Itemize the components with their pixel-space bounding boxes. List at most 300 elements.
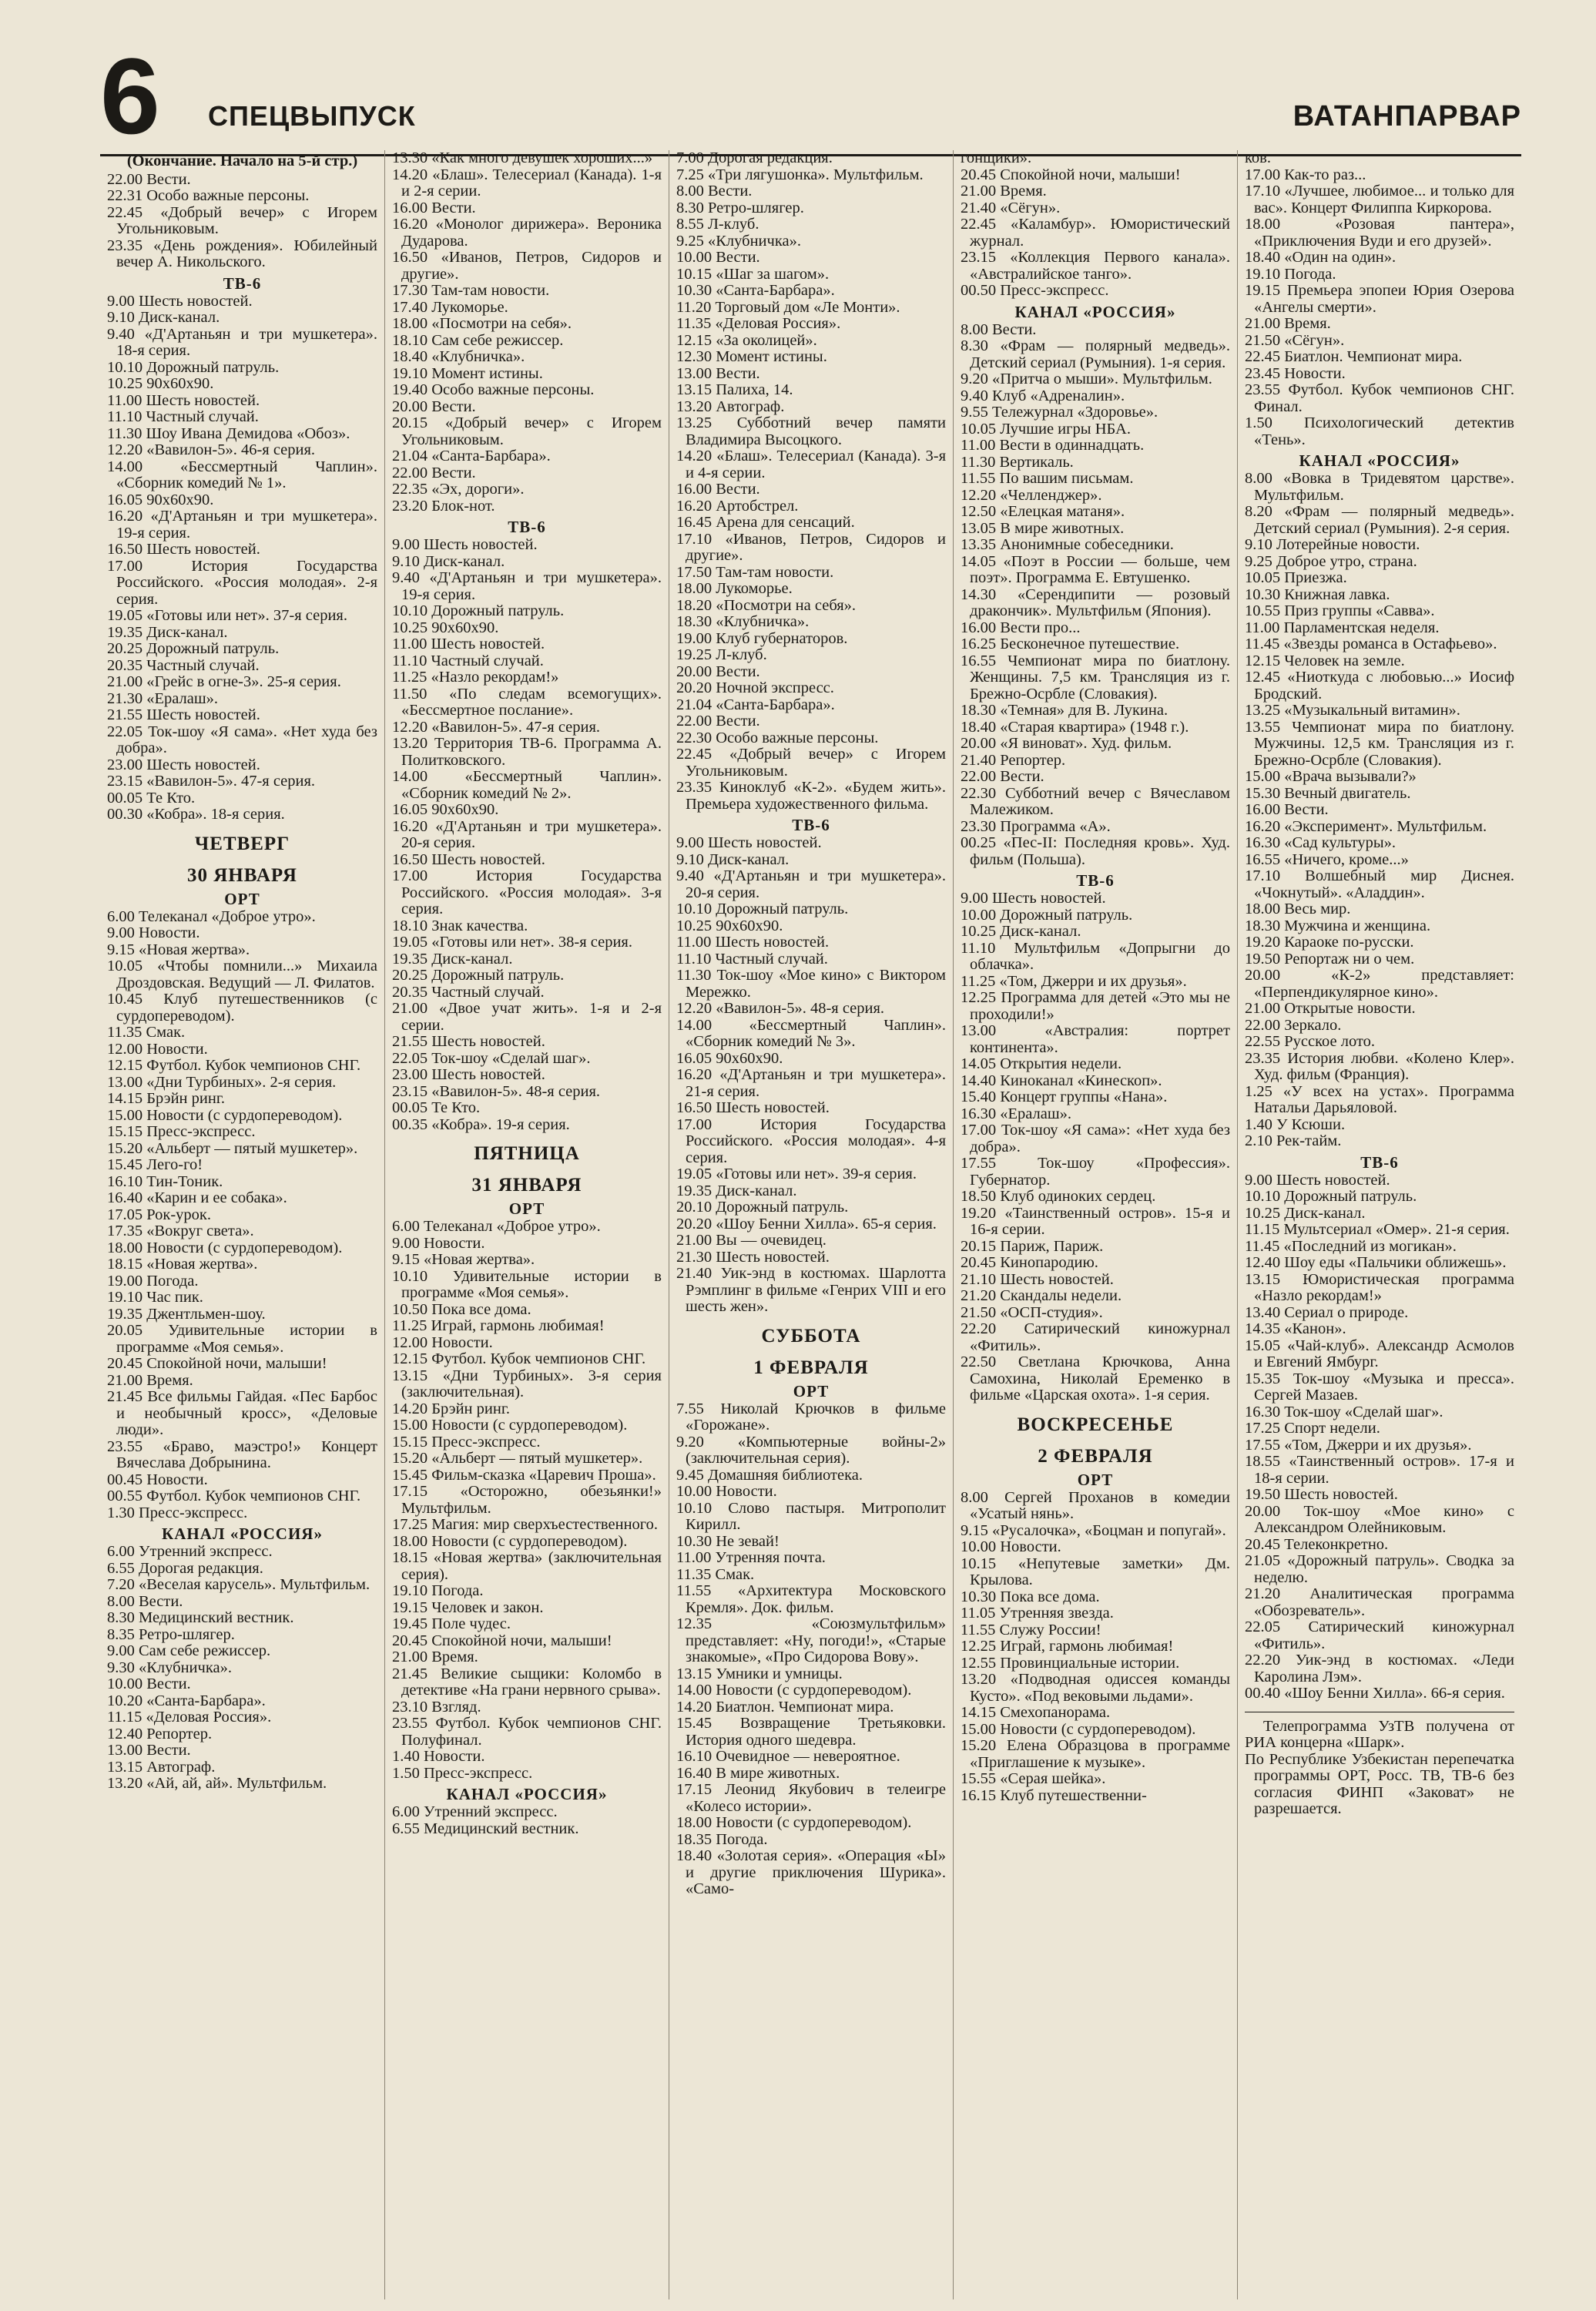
program-listing: 21.45 Все фильмы Гайдая. «Пес Барбос и необычный кросс», «Деловые люди».: [107, 1388, 377, 1438]
program-listing: 21.40 Уик-энд в костюмах. Шарлотта Рэмплинг в фильме «Генрих VIII и его шесть жен».: [676, 1265, 946, 1315]
program-listing: 11.35 Смак.: [107, 1024, 186, 1041]
program-listing: 17.40 Лукоморье.: [392, 298, 508, 316]
program-listing: 21.00 «Грейс в огне-3». 25-я серия.: [107, 673, 341, 690]
channel-heading: ОРТ: [793, 1381, 830, 1400]
program-listing: 23.30 Программа «А».: [961, 817, 1111, 835]
program-listing: 23.55 Футбол. Кубок чемпионов СНГ. Полуфинал.: [392, 1715, 662, 1749]
program-listing: 15.45 Лего-го!: [107, 1156, 203, 1173]
program-listing: 22.00 Вести.: [392, 464, 476, 481]
program-listing: 9.00 Шесть новостей.: [676, 834, 822, 851]
program-listing: 11.55 Служу России!: [961, 1621, 1101, 1638]
program-listing: 16.05 90x60x90.: [107, 491, 214, 508]
program-listing: 19.20 «Таинственный остров». 15-я и 16-я серии.: [961, 1204, 1230, 1238]
channel-heading: КАНАЛ «РОССИЯ»: [446, 1785, 608, 1803]
program-listing: 13.00 «Дни Турбиных». 2-я серия.: [107, 1073, 337, 1091]
program-listing: 23.55 Футбол. Кубок чемпионов СНГ. Финал.: [1245, 381, 1514, 415]
program-listing: 10.00 Вести.: [676, 249, 760, 266]
program-listing: 00.05 Те Кто.: [392, 1099, 481, 1116]
program-listing: 10.25 90x60x90.: [676, 917, 783, 934]
program-listing: 23.35 История любви. «Колено Клер». Худ. фильм (Франция).: [1245, 1049, 1514, 1083]
program-listing: 12.15 «За околицей».: [676, 331, 817, 349]
program-listing: 19.10 Момент истины.: [392, 364, 543, 382]
program-listing: 19.10 Погода.: [1245, 265, 1336, 283]
program-listing: 15.15 Пресс-экспресс.: [107, 1123, 256, 1140]
program-listing: 12.15 Футбол. Кубок чемпионов СНГ.: [392, 1350, 646, 1367]
program-listing: 11.00 Шесть новостей.: [676, 934, 830, 951]
program-listing: 15.20 «Альберт — пятый мушкетер».: [107, 1139, 358, 1157]
program-listing: 21.00 «Двое учат жить». 1-я и 2-я серии.: [392, 1000, 662, 1034]
program-listing: 16.00 Вести.: [392, 199, 476, 216]
program-listing: 14.40 Киноканал «Кинескоп».: [961, 1072, 1162, 1089]
column-2: [384, 150, 669, 2299]
program-listing: 11.45 «Последний из могикан».: [1245, 1237, 1457, 1255]
program-listing: 8.00 Вести.: [107, 1592, 183, 1610]
program-listing: 19.50 Шесть новостей.: [1245, 1486, 1398, 1503]
program-listing: 15.35 Ток-шоу «Музыка и пресса». Сергей Мазаев.: [1245, 1370, 1514, 1404]
program-listing: 00.40 «Шоу Бенни Хилла». 66-я серия.: [1245, 1685, 1505, 1702]
program-listing: 12.00 Новости.: [107, 1040, 208, 1058]
program-listing: 6.00 Утренний экспресс.: [107, 1543, 273, 1560]
program-listing: 20.05 Удивительные истории в программе «Моя семья».: [107, 1322, 377, 1356]
program-listing: 16.55 Чемпионат мира по биатлону. Женщины. 7,5 км. Трансляция из г. Брежно-Осрбле (Словакия).: [961, 652, 1230, 703]
program-listing: 00.55 Футбол. Кубок чемпионов СНГ.: [107, 1488, 361, 1504]
program-listing: 23.35 «День рождения». Юбилейный вечер А. Никольского.: [107, 236, 377, 270]
day-heading: 2 ФЕВРАЛЯ: [1038, 1445, 1153, 1467]
program-listing: гонщики».: [961, 150, 1032, 166]
program-listing: 12.55 Провинциальные истории.: [961, 1654, 1180, 1672]
program-listing: 18.40 «Клубничка».: [392, 348, 525, 365]
page-number: 6: [100, 35, 160, 156]
program-listing: 9.10 Диск-канал.: [392, 552, 505, 570]
program-listing: 23.35 Киноклуб «К-2». «Будем жить». Премьера художественного фильма.: [676, 779, 946, 813]
program-listing: 18.15 «Новая жертва».: [107, 1256, 258, 1273]
program-listing: 18.00 Новости (с сурдопереводом).: [392, 1532, 628, 1550]
program-listing: 15.05 «Чай-клуб». Александр Асмолов и Евгений Ямбург.: [1245, 1337, 1514, 1370]
program-listing: 8.00 «Вовка в Тридевятом царстве». Мультфильм.: [1245, 470, 1514, 504]
program-listing: 19.20 Караоке по-русски.: [1245, 934, 1414, 951]
program-listing: 7.25 «Три лягушонка». Мультфильм.: [676, 166, 924, 183]
program-listing: 10.00 Новости.: [961, 1538, 1061, 1555]
program-listing: 20.00 «Я виноват». Худ. фильм.: [961, 735, 1172, 752]
program-listing: 9.15 «Русалочка», «Боцман и попугай».: [961, 1521, 1226, 1539]
program-listing: 20.25 Дорожный патруль.: [392, 967, 565, 984]
program-listing: 9.00 Шесть новостей.: [392, 536, 538, 553]
program-listing: 19.00 Погода.: [107, 1272, 199, 1290]
program-listing: 21.50 «Сёгун».: [1245, 331, 1345, 349]
program-listing: 9.10 Лотерейные новости.: [1245, 536, 1420, 553]
program-listing: 13.40 Сериал о природе.: [1245, 1303, 1409, 1321]
program-listing: 11.25 «Назло рекордам!»: [392, 669, 559, 686]
program-listing: 20.25 Дорожный патруль.: [107, 640, 280, 657]
program-listing: 23.00 Шесть новостей.: [392, 1066, 545, 1083]
day-heading: 31 ЯНВАРЯ: [471, 1175, 582, 1196]
program-listing: 12.45 «Ниоткуда с любовью...» Иосиф Бродский.: [1245, 669, 1514, 703]
program-listing: 18.40 «Старая квартира» (1948 г.).: [961, 718, 1189, 736]
program-listing: 13.25 Субботний вечер памяти Владимира Высоцкого.: [676, 414, 946, 448]
program-listing: 21.00 Время.: [392, 1649, 478, 1665]
program-listing: 11.25 Играй, гармонь любимая!: [392, 1317, 605, 1334]
program-listing: 14.15 Смехопанорама.: [961, 1704, 1111, 1721]
program-listing: 15.40 Концерт группы «Нана».: [961, 1088, 1168, 1105]
program-listing: 16.20 «Д'Артаньян и три мушкетера». 21-я серия.: [676, 1066, 946, 1100]
program-listing: 10.25 Диск-канал.: [961, 923, 1081, 940]
program-listing: 21.00 Время.: [1245, 315, 1331, 332]
program-listing: 19.00 Клуб губернаторов.: [676, 629, 848, 647]
program-listing: 9.20 «Компьютерные войны-2» (заключительная серия).: [676, 1433, 946, 1467]
program-listing: 16.20 «Д'Артаньян и три мушкетера». 20-я серия.: [392, 817, 662, 851]
program-listing: 15.00 Новости (с сурдопереводом).: [392, 1417, 628, 1434]
program-listing: 20.35 Частный случай.: [107, 656, 260, 674]
program-listing: 10.00 Вести.: [107, 1675, 191, 1692]
program-listing: 22.30 Субботний вечер с Вячеславом Малежиком.: [961, 784, 1230, 818]
program-listing: 10.10 Дорожный патруль.: [1245, 1188, 1417, 1205]
program-listing: 19.50 Репортаж ни о чем.: [1245, 950, 1415, 968]
program-listing: 16.00 Вести.: [676, 481, 760, 498]
program-listing: 11.00 Утренняя почта.: [676, 1549, 826, 1566]
program-listing: 11.10 Мультфильм «Допрыгни до облачка».: [961, 939, 1230, 973]
program-listing: 20.35 Частный случай.: [392, 983, 545, 1001]
program-listing: 10.15 «Шаг за шагом».: [676, 265, 830, 283]
program-listing: 16.50 «Иванов, Петров, Сидоров и другие».: [392, 249, 662, 283]
program-listing: 12.25 Играй, гармонь любимая!: [961, 1638, 1174, 1655]
program-listing: 20.45 Кинопародию.: [961, 1254, 1098, 1271]
column-1: [100, 150, 384, 2299]
program-listing: 14.05 «Поэт в России — больше, чем поэт». Программа Е. Евтушенко.: [961, 552, 1230, 586]
program-listing: 22.20 Сатирический киножурнал «Фитиль».: [961, 1320, 1230, 1354]
program-listing: 14.00 Новости (с сурдопереводом).: [676, 1682, 912, 1699]
channel-heading: ОРТ: [1077, 1470, 1114, 1489]
program-listing: 11.00 Шесть новостей.: [392, 636, 545, 652]
program-listing: 11.35 Смак.: [676, 1565, 755, 1583]
program-listing: 12.15 Человек на земле.: [1245, 652, 1405, 669]
program-listing: 19.05 «Готовы или нет». 38-я серия.: [392, 934, 632, 951]
program-listing: 16.25 Бесконечное путешествие.: [961, 636, 1180, 652]
program-listing: 17.00 История Государства Российского. «Россия молодая». 3-я серия.: [392, 867, 662, 917]
program-listing: 10.10 Дорожный патруль.: [676, 901, 849, 917]
program-listing: 1.50 Психологический детектив «Тень».: [1245, 414, 1514, 448]
program-listing: 19.10 Час пик.: [107, 1289, 203, 1306]
day-heading: ЧЕТВЕРГ: [194, 833, 290, 854]
program-listing: 19.35 Диск-канал.: [107, 623, 228, 641]
program-listing: 18.00 Новости (с сурдопереводом).: [107, 1239, 343, 1256]
program-listing: 6.00 Утренний экспресс.: [392, 1803, 558, 1820]
program-listing: 10.30 Не зевай!: [676, 1532, 780, 1550]
program-listing: 16.15 Клуб путешественни-: [961, 1786, 1147, 1804]
program-listing: 20.00 Вести.: [392, 397, 476, 415]
program-listing: 13.20 Автограф.: [676, 397, 785, 415]
program-listing: 16.50 Шесть новостей.: [392, 850, 545, 868]
program-listing: 17.35 «Вокруг света».: [107, 1223, 254, 1239]
program-listing: 20.00 «К-2» представляет: «Перпендикулярное кино».: [1245, 967, 1514, 1001]
program-listing: 19.35 Диск-канал.: [392, 950, 513, 968]
program-listing: 17.25 Магия: мир сверхъестественного.: [392, 1516, 659, 1533]
program-listing: 12.15 Футбол. Кубок чемпионов СНГ.: [107, 1057, 361, 1074]
program-listing: 13.15 Юмористическая программа «Назло рекордам!»: [1245, 1270, 1514, 1304]
program-listing: 18.10 Сам себе режиссер.: [392, 331, 564, 349]
program-listing: 19.05 «Готовы или нет». 37-я серия.: [107, 607, 347, 624]
program-listing: 10.10 Удивительные истории в программе «Моя семья».: [392, 1267, 662, 1301]
program-listing: 21.20 Скандалы недели.: [961, 1287, 1122, 1304]
program-listing: 21.00 Время.: [107, 1371, 193, 1389]
program-listing: 13.55 Чемпионат мира по биатлону. Мужчины. 12,5 км. Трансляция из г. Брежно-Осрбле (Словакия).: [1245, 718, 1514, 769]
program-listing: 22.00 Вести.: [107, 170, 191, 188]
program-listing: 17.30 Там-там новости.: [392, 282, 550, 299]
program-listing: 13.20 «Подводная одиссея команды Кусто». «Под вековыми льдами».: [961, 1671, 1230, 1705]
program-listing: 12.40 Шоу еды «Пальчики оближешь».: [1245, 1254, 1507, 1271]
program-listing: 8.55 Л-клуб.: [676, 216, 759, 233]
program-listing: 13.15 Автограф.: [107, 1758, 216, 1776]
channel-heading: ОРТ: [508, 1199, 545, 1218]
program-listing: 10.30 Книжная лавка.: [1245, 585, 1390, 603]
channel-heading: ОРТ: [224, 889, 260, 908]
program-listing: 8.30 «Фрам — полярный медведь». Детский сериал (Румыния). 1-я серия.: [961, 337, 1230, 371]
program-listing: 18.00 Весь мир.: [1245, 901, 1351, 917]
day-heading: 30 ЯНВАРЯ: [187, 864, 297, 886]
program-listing: 16.40 «Карин и ее собака».: [107, 1189, 287, 1206]
program-listing: 16.20 «Эксперимент». Мультфильм.: [1245, 817, 1487, 835]
channel-heading: КАНАЛ «РОССИЯ»: [1299, 451, 1460, 470]
channel-heading: ТВ-6: [1076, 871, 1115, 890]
channel-heading: ТВ-6: [508, 518, 546, 536]
program-listing: 16.30 Ток-шоу «Сделай шаг».: [1245, 1403, 1443, 1420]
program-listing: 7.00 Дорогая редакция.: [676, 150, 833, 166]
program-listing: 19.35 Диск-канал.: [676, 1182, 797, 1199]
program-listing: 21.55 Шесть новостей.: [107, 706, 260, 723]
program-listing: 14.20 Брэйн ринг.: [392, 1400, 511, 1417]
program-listing: 22.05 Ток-шоу «Я сама». «Нет худа без добра».: [107, 723, 377, 756]
program-listing: 17.00 Как-то раз...: [1245, 166, 1366, 183]
program-listing: 22.05 Ток-шоу «Сделай шаг».: [392, 1049, 591, 1067]
program-listing: 10.25 Диск-канал.: [1245, 1204, 1366, 1222]
program-listing: 20.15 «Добрый вечер» с Игорем Угольниковым.: [392, 414, 662, 448]
program-listing: 16.30 «Ералаш».: [961, 1105, 1072, 1122]
program-listing: 00.30 «Кобра». 18-я серия.: [107, 806, 285, 823]
program-listing: 11.00 Парламентская неделя.: [1245, 619, 1440, 636]
program-listing: 19.35 Джентльмен-шоу.: [107, 1305, 266, 1323]
program-listing: 22.05 Сатирический киножурнал «Фитиль».: [1245, 1618, 1514, 1652]
program-listing: 19.45 Поле чудес.: [392, 1615, 511, 1632]
column-3: [669, 150, 953, 2299]
program-listing: 17.10 «Лучшее, любимое... и только для вас». Концерт Филиппа Киркорова.: [1245, 183, 1514, 216]
program-listing: 9.40 «Д'Артаньян и три мушкетера». 20-я серия.: [676, 867, 946, 901]
program-listing: 1.30 Пресс-экспресс.: [107, 1504, 248, 1521]
program-listing: 8.00 Сергей Проханов в комедии «Усатый нянь».: [961, 1488, 1230, 1522]
program-listing: 8.00 Вести.: [676, 183, 753, 200]
program-listing: 23.20 Блок-нот.: [392, 497, 495, 515]
program-listing: 1.25 «У всех на устах». Программа Натальи Дарьяловой.: [1245, 1082, 1514, 1116]
program-listing: 9.45 Домашняя библиотека.: [676, 1466, 863, 1484]
program-listing: 21.40 «Сёгун».: [961, 199, 1061, 216]
program-listing: 20.00 Ток-шоу «Мое кино» с Александром Олейниковым.: [1245, 1502, 1514, 1536]
program-listing: 21.55 Шесть новостей.: [392, 1033, 545, 1050]
program-listing: 18.30 «Клубничка».: [676, 613, 810, 630]
program-listing: 18.00 Лукоморье.: [676, 580, 793, 597]
program-listing: 21.04 «Санта-Барбара».: [392, 448, 551, 465]
program-listing: 11.30 Вертикаль.: [961, 453, 1074, 471]
channel-heading: ТВ-6: [223, 273, 262, 293]
program-listing: 13.25 «Музыкальный витамин».: [1245, 702, 1460, 719]
program-listing: 20.45 Спокойной ночи, малыши!: [107, 1355, 327, 1372]
program-listing: 22.20 Уик-энд в костюмах. «Леди Каролина Лэм».: [1245, 1652, 1514, 1685]
program-listing: 12.00 Новости.: [392, 1333, 493, 1351]
program-listing: 23.15 «Коллекция Первого канала». «Австралийское танго».: [961, 249, 1230, 283]
program-listing: 8.30 Медицинский вестник.: [107, 1609, 294, 1626]
program-listing: 15.00 Новости (с сурдопереводом).: [961, 1720, 1196, 1738]
program-listing: 15.45 Возвращение Третьяковки. История одного шедевра.: [676, 1715, 946, 1749]
program-listing: 16.10 Очевидное — невероятное.: [676, 1748, 900, 1765]
program-listing: 13.30 «Как много девушек хороших...»: [392, 150, 653, 166]
program-listing: 00.25 «Пес-II: Последняя кровь». Худ. фильм (Польша).: [961, 834, 1230, 868]
program-listing: 13.05 В мире животных.: [961, 519, 1125, 537]
program-listing: 16.00 Вести про...: [961, 619, 1081, 636]
program-listing: 11.30 Ток-шоу «Мое кино» с Виктором Мережко.: [676, 967, 946, 1001]
program-listing: 8.00 Вести.: [961, 320, 1037, 338]
program-listing: 8.35 Ретро-шлягер.: [107, 1625, 235, 1643]
program-listing: 17.00 История Государства Российского. «Россия молодая». 4-я серия.: [676, 1115, 946, 1166]
program-listing: 13.15 Умники и умницы.: [676, 1665, 843, 1682]
program-listing: 10.05 Приезжа.: [1245, 569, 1347, 586]
program-listing: 11.45 «Звезды романса в Остафьево».: [1245, 636, 1497, 652]
program-listing: 00.45 Новости.: [107, 1471, 208, 1488]
program-listing: 10.20 «Санта-Барбара».: [107, 1692, 266, 1709]
program-listing: 21.05 «Дорожный патруль». Сводка за неделю.: [1245, 1552, 1514, 1586]
program-listing: 10.05 Лучшие игры НБА.: [961, 420, 1131, 438]
channel-heading: КАНАЛ «РОССИЯ»: [162, 1524, 323, 1543]
program-listing: 10.00 Дорожный патруль.: [961, 906, 1133, 924]
program-listing: 6.00 Телеканал «Доброе утро».: [107, 907, 316, 925]
program-listing: 16.40 В мире животных.: [676, 1764, 840, 1782]
program-listing: 2.10 Рек-тайм.: [1245, 1132, 1342, 1149]
program-listing: 14.30 «Серендипити — розовый дракончик». Мультфильм (Япония).: [961, 585, 1230, 619]
program-listing: 18.00 «Розовая пантера», «Приключения Вуди и его друзей».: [1245, 216, 1514, 250]
program-listing: 15.00 «Врача вызывали?»: [1245, 768, 1417, 785]
program-listing: 19.25 Л-клуб.: [676, 646, 767, 663]
day-heading: ВОСКРЕСЕНЬЕ: [1017, 1414, 1174, 1435]
program-listing: 22.00 Вести.: [676, 713, 760, 730]
program-listing: 9.25 Доброе утро, страна.: [1245, 552, 1417, 570]
program-listing: 20.45 Спокойной ночи, малыши!: [392, 1632, 612, 1649]
program-listing: 00.35 «Кобра». 19-я серия.: [392, 1115, 570, 1133]
program-listing: 16.20 «Монолог дирижера». Вероника Дударова.: [392, 216, 662, 250]
program-listing: 19.15 Премьера эпопеи Юрия Озерова «Ангелы смерти».: [1245, 282, 1514, 316]
column-5: [1237, 150, 1521, 2299]
program-listing: 22.45 «Каламбур». Юмористический журнал.: [961, 216, 1230, 250]
program-listing: 21.50 «ОСП-студия».: [961, 1303, 1103, 1321]
program-listing: 23.15 «Вавилон-5». 47-я серия.: [107, 773, 316, 790]
program-listing: 19.10 Погода.: [392, 1582, 484, 1599]
program-listing: 9.10 Диск-канал.: [107, 309, 220, 326]
program-listing: 11.55 «Архитектура Московского Кремля». Док. фильм.: [676, 1582, 946, 1616]
program-listing: 9.15 «Новая жертва».: [107, 941, 250, 958]
program-listing: 10.15 «Непутевые заметки» Дм. Крылова.: [961, 1555, 1230, 1588]
program-listing: 8.30 Ретро-шлягер.: [676, 199, 804, 216]
program-listing: 21.04 «Санта-Барбара».: [676, 696, 835, 713]
program-listing: 17.55 «Том, Джерри и их друзья».: [1245, 1436, 1472, 1454]
program-listing: 12.20 «Челленджер».: [961, 486, 1102, 504]
program-listing: 18.30 «Темная» для В. Лукина.: [961, 702, 1168, 719]
channel-heading: ТВ-6: [792, 816, 830, 834]
program-listing: 18.15 «Новая жертва» (заключительная серия).: [392, 1549, 662, 1583]
program-listing: 18.00 «Посмотри на себя».: [392, 315, 572, 332]
program-listing: 22.45 Биатлон. Чемпионат мира.: [1245, 348, 1463, 365]
program-listing: 21.45 Великие сыщики: Коломбо в детективе «На грани нервного срыва».: [392, 1665, 662, 1699]
program-listing: 16.30 «Сад культуры».: [1245, 834, 1396, 851]
program-listing: 10.00 Новости.: [676, 1483, 777, 1500]
program-listing: 12.20 «Вавилон-5». 46-я серия.: [107, 441, 316, 458]
program-listing: 18.20 «Посмотри на себя».: [676, 596, 857, 614]
program-listing: 22.35 «Эх, дороги».: [392, 481, 525, 498]
program-listing: 7.20 «Веселая карусель». Мультфильм.: [107, 1576, 370, 1593]
program-listing: 12.20 «Вавилон-5». 48-я серия.: [676, 1000, 885, 1017]
program-listing: 11.35 «Деловая Россия».: [676, 315, 841, 332]
program-listing: 23.45 Новости.: [1245, 364, 1346, 382]
program-listing: 16.05 90x60x90.: [392, 801, 499, 818]
program-listing: 10.55 Приз группы «Савва».: [1245, 602, 1435, 619]
program-listing: 9.20 «Притча о мыши». Мультфильм.: [961, 371, 1212, 387]
day-heading: 1 ФЕВРАЛЯ: [753, 1357, 869, 1378]
program-listing: 13.00 «Австралия: портрет континента».: [961, 1022, 1230, 1056]
program-listing: 11.10 Частный случай.: [676, 950, 828, 968]
program-listing: 22.31 Особо важные персоны.: [107, 187, 310, 204]
program-listing: 16.20 Артобстрел.: [676, 497, 799, 515]
program-listing: 21.20 Аналитическая программа «Обозреватель».: [1245, 1585, 1514, 1619]
program-listing: 1.40 У Ксюши.: [1245, 1115, 1346, 1133]
program-listing: 12.30 Момент истины.: [676, 348, 827, 365]
program-listing: 7.55 Николай Крючков в фильме «Горожане».: [676, 1400, 946, 1434]
program-listing: 13.15 Палиха, 14.: [676, 381, 793, 398]
program-listing: 10.05 «Чтобы помнили...» Михаила Дроздовская. Ведущий — Л. Филатов.: [107, 958, 377, 991]
program-listing: 9.00 Шесть новостей.: [107, 292, 253, 310]
program-listing: 14.05 Открытия недели.: [961, 1055, 1122, 1072]
program-listing: 13.20 «Ай, ай, ай». Мультфильм.: [107, 1775, 327, 1792]
program-listing: 20.20 Ночной экспресс.: [676, 679, 834, 696]
program-listing: 10.10 Слово пастыря. Митрополит Кирилл.: [676, 1499, 946, 1533]
program-listing: 16.55 «Ничего, кроме...»: [1245, 850, 1409, 868]
section-title: СПЕЦВЫПУСК: [208, 100, 416, 132]
program-listing: 6.55 Медицинский вестник.: [392, 1820, 579, 1837]
program-listing: 00.05 Те Кто.: [107, 789, 196, 807]
program-listing: ков.: [1245, 150, 1271, 166]
program-listing: 15.20 Елена Образцова в программе «Приглашение к музыке».: [961, 1737, 1230, 1771]
program-listing: 14.20 «Блаш». Телесериал (Канада). 3-я и 4-я серии.: [676, 448, 946, 481]
program-listing: 17.15 «Осторожно, обезьянки!» Мультфильм.: [392, 1483, 662, 1517]
program-listing: 22.00 Вести.: [961, 768, 1044, 785]
program-listing: 16.05 90x60x90.: [676, 1049, 783, 1067]
page-header: [100, 35, 1521, 156]
program-listing: 12.50 «Елецкая матаня».: [961, 503, 1125, 520]
program-listing: 14.35 «Канон».: [1245, 1320, 1346, 1337]
program-listing: 9.00 Шесть новостей.: [1245, 1171, 1390, 1189]
program-listing: 11.00 Шесть новостей.: [107, 391, 260, 409]
program-listing: 8.20 «Фрам — полярный медведь». Детский сериал (Румыния). 2-я серия.: [1245, 503, 1514, 537]
program-listing: 9.25 «Клубничка».: [676, 232, 801, 250]
program-listing: 18.50 Клуб одиноких сердец.: [961, 1188, 1156, 1205]
program-listing: 23.55 «Браво, маэстро!» Концерт Вячеслава Добрынина.: [107, 1437, 377, 1471]
program-listing: 11.50 «По следам всемогущих». «Бессмертное послание».: [392, 685, 662, 719]
program-listing: 14.20 Биатлон. Чемпионат мира.: [676, 1698, 894, 1716]
program-listing: 22.45 «Добрый вечер» с Игорем Угольниковым.: [676, 746, 946, 780]
program-listing: 22.30 Особо важные персоны.: [676, 729, 879, 746]
program-listing: 9.00 Новости.: [392, 1234, 485, 1252]
program-listing: 11.10 Частный случай.: [107, 408, 259, 425]
program-listing: 11.25 «Том, Джерри и их друзья».: [961, 972, 1187, 990]
program-listing: 13.00 Вести.: [107, 1742, 191, 1759]
program-listing: 11.05 Утренняя звезда.: [961, 1605, 1114, 1622]
day-heading: ПЯТНИЦА: [474, 1143, 580, 1164]
program-listing: 11.20 Торговый дом «Ле Монти».: [676, 298, 900, 316]
program-listing: 11.00 Вести в одиннадцать.: [961, 437, 1145, 454]
program-listing: 20.00 Вести.: [676, 662, 760, 680]
